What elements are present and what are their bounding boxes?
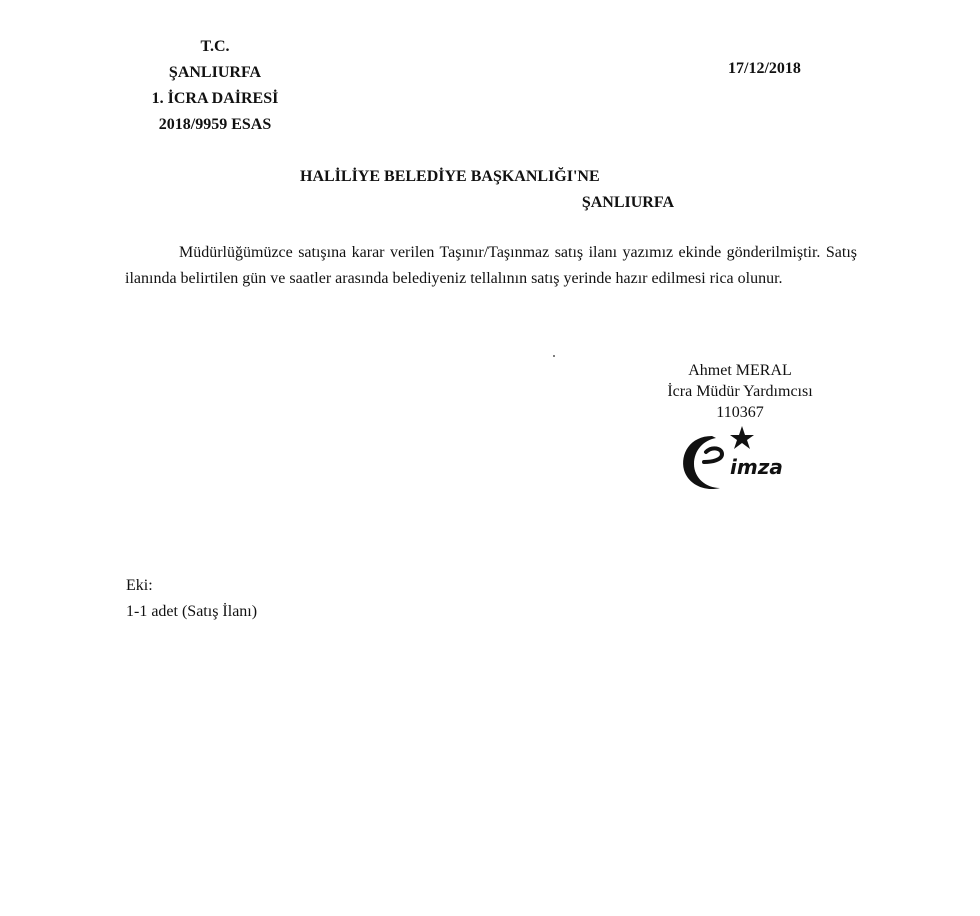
scan-speck [553, 355, 555, 357]
attachment-item: 1-1 adet (Satış İlanı) [126, 603, 258, 620]
recipient-name: HALİLİYE BELEDİYE BAŞKANLIĞI'NE [300, 168, 600, 185]
court-header [110, 34, 320, 138]
signer-id: 110367 [716, 404, 764, 421]
signer-name: Ahmet MERAL [688, 362, 792, 379]
body-paragraph: Müdürlüğümüzce satışına karar verilen Taşınır/Taşınmaz satış ilanı yazımız ekinde gönderilmiştir. Satış ilanında belirtilen gün ve saatler arasında belediyeniz tellalının satış yerinde hazır edilmesi rica olunur. [125, 244, 857, 287]
header-line-case-number: 2018/9959 ESAS [158, 116, 272, 133]
header-line-city: ŞANLIURFA [168, 64, 262, 81]
recipient-city: ŞANLIURFA [581, 194, 674, 211]
attachments-block [126, 573, 257, 625]
header-line-country: T.C. [200, 38, 230, 55]
attachments-label: Eki: [126, 577, 153, 594]
signer-title: İcra Müdür Yardımcısı [667, 383, 813, 400]
signature-block [640, 360, 840, 423]
e-signature-stamp-icon [676, 422, 806, 494]
document-date: 17/12/2018 [728, 60, 801, 77]
header-line-office: 1. İCRA DAİRESİ [151, 90, 279, 107]
recipient-block [300, 164, 674, 216]
stamp-wordmark: imza [730, 455, 783, 479]
